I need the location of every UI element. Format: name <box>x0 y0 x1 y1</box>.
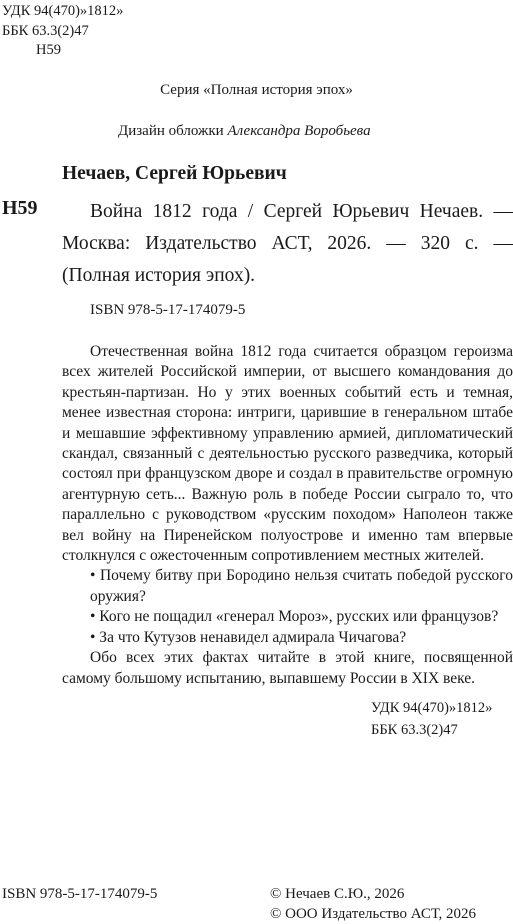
annotation-closing: Обо всех этих фактах читайте в этой книге, посвященной самому большому испытанию, выпавшему России в XIX веке. <box>62 649 513 687</box>
copyright-block <box>270 884 476 924</box>
cover-design-label: Дизайн обложки <box>118 123 224 139</box>
annotation <box>62 342 513 689</box>
catalog-code: Н59 <box>2 197 38 219</box>
isbn-bottom: ISBN 978-5-17-174079-5 <box>2 886 158 902</box>
udk-code: УДК 94(470)»1812» <box>2 3 124 19</box>
annotation-bullet: • Почему битву при Бородино нельзя считать победой русского оружия? <box>90 567 513 605</box>
annotation-paragraph: Отечественная война 1812 года считается образцом героизма всех жителей Российской империи, от высшего командования до крестьян-партизан. Но у этих военных событий есть и темная, менее известная сторона: интриги, царившие в генеральном штабе и мешавшие эффективному управлению армией, дипломатический скандал, связанный с деятельностью русского разведчика, который состоял при французском дворе и создал в правительстве огромную агентурную сеть... Важную роль в победе России сыграло то, что параллельно с руководством «русским походом» Наполеон также вел войну на Пиренейском полуострове и именно там впервые столкнулся с ожесточенным сопротивлением местных жителей. <box>62 343 513 565</box>
cover-designer-name: Александра Воробьева <box>227 123 371 139</box>
isbn-top: ISBN 978-5-17-174079-5 <box>90 302 246 318</box>
cover-design-credit <box>118 121 371 141</box>
bbk-code-bottom: ББК 63.3(2)47 <box>371 722 458 738</box>
annotation-bullet: • Кого не пощадил «генерал Мороз», русских или французов? <box>90 608 499 626</box>
author-heading: Нечаев, Сергей Юрьевич <box>62 163 287 184</box>
bibliographic-description <box>62 196 513 292</box>
copyright-publisher: © ООО Издательство АСТ, 2026 <box>270 906 477 922</box>
copyright-author: © Нечаев С.Ю., 2026 <box>270 886 405 902</box>
author-mark: Н59 <box>36 42 61 58</box>
udk-code-bottom: УДК 94(470)»1812» <box>371 700 493 716</box>
bbk-code: ББК 63.3(2)47 <box>2 22 89 39</box>
annotation-bullet: • За что Кутузов ненавидел адмирала Чичагова? <box>90 628 407 646</box>
classification-codes-top <box>2 2 123 61</box>
series-title: Серия «Полная история эпох» <box>160 82 353 98</box>
classification-codes-bottom <box>371 697 492 741</box>
bibliographic-text: Война 1812 года / Сергей Юрьевич Нечаев. — Москва: Издательство АСТ, 2026. — 320 с. — (Полная история эпох). <box>62 201 513 286</box>
